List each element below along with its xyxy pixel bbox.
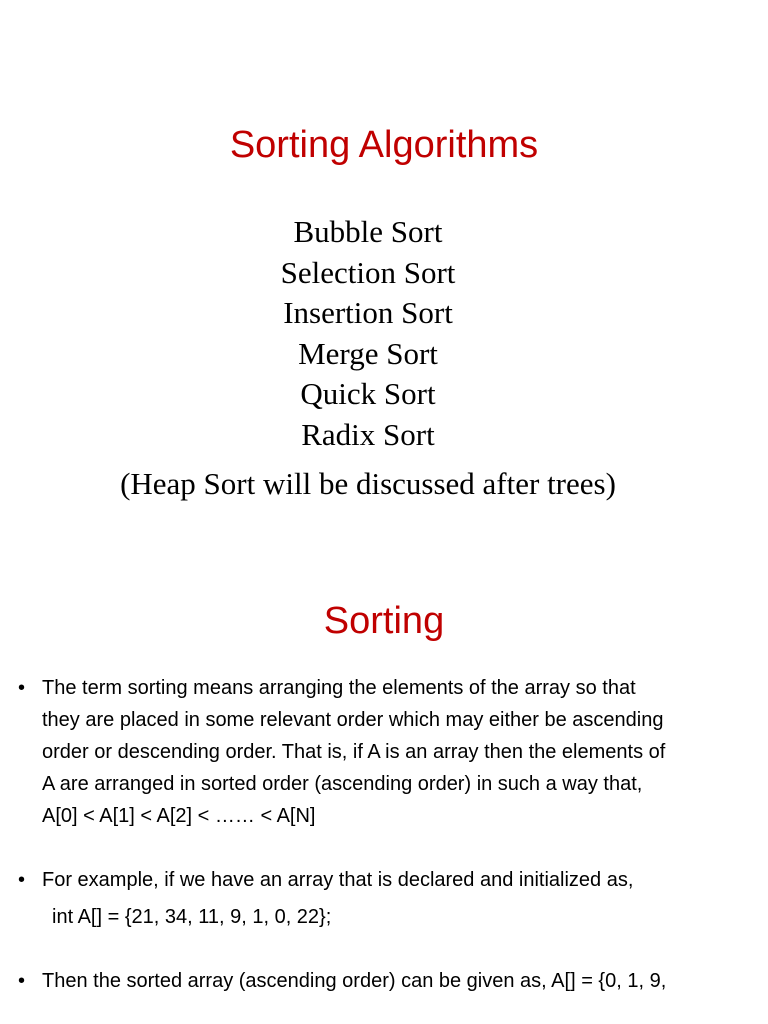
code-example: int A[] = {21, 34, 11, 9, 1, 0, 22}; — [52, 906, 332, 928]
bullet-line: A[0] < A[1] < A[2] < …… < A[N] — [42, 805, 316, 827]
bullet-line: order or descending order. That is, if A is an array then the elements of — [42, 741, 666, 763]
bullet-icon: • — [18, 869, 26, 891]
bullet-line: they are placed in some relevant order which may either be ascending — [42, 709, 664, 731]
bullet-definition — [18, 672, 754, 832]
bullet-sorted-result — [18, 965, 754, 997]
algorithm-item: Bubble Sort — [293, 214, 443, 249]
algorithm-item: Merge Sort — [298, 335, 438, 371]
algorithm-item: Quick Sort — [300, 376, 436, 412]
bullet-example — [18, 864, 754, 933]
algorithm-item: Radix Sort — [301, 416, 435, 452]
slide-title-sorting: Sorting — [323, 600, 445, 642]
heap-sort-note: (Heap Sort will be discussed after trees) — [120, 466, 616, 501]
bullet-text: For example, if we have an array that is declared and initialized as, — [42, 869, 634, 891]
bullet-icon: • — [18, 970, 26, 992]
bullet-line: The term sorting means arranging the elements of the array so that — [42, 677, 636, 699]
algorithm-list — [0, 212, 736, 456]
algorithm-item: Selection Sort — [280, 254, 456, 290]
bullet-line: A are arranged in sorted order (ascending order) in such a way that, — [42, 773, 643, 795]
bullet-list — [18, 672, 754, 997]
bullet-icon: • — [18, 677, 26, 699]
algorithm-item: Insertion Sort — [283, 295, 453, 331]
slide-title-sorting-algorithms: Sorting Algorithms — [229, 124, 539, 166]
bullet-text: Then the sorted array (ascending order) can be given as, A[] = {0, 1, 9, — [42, 970, 667, 992]
